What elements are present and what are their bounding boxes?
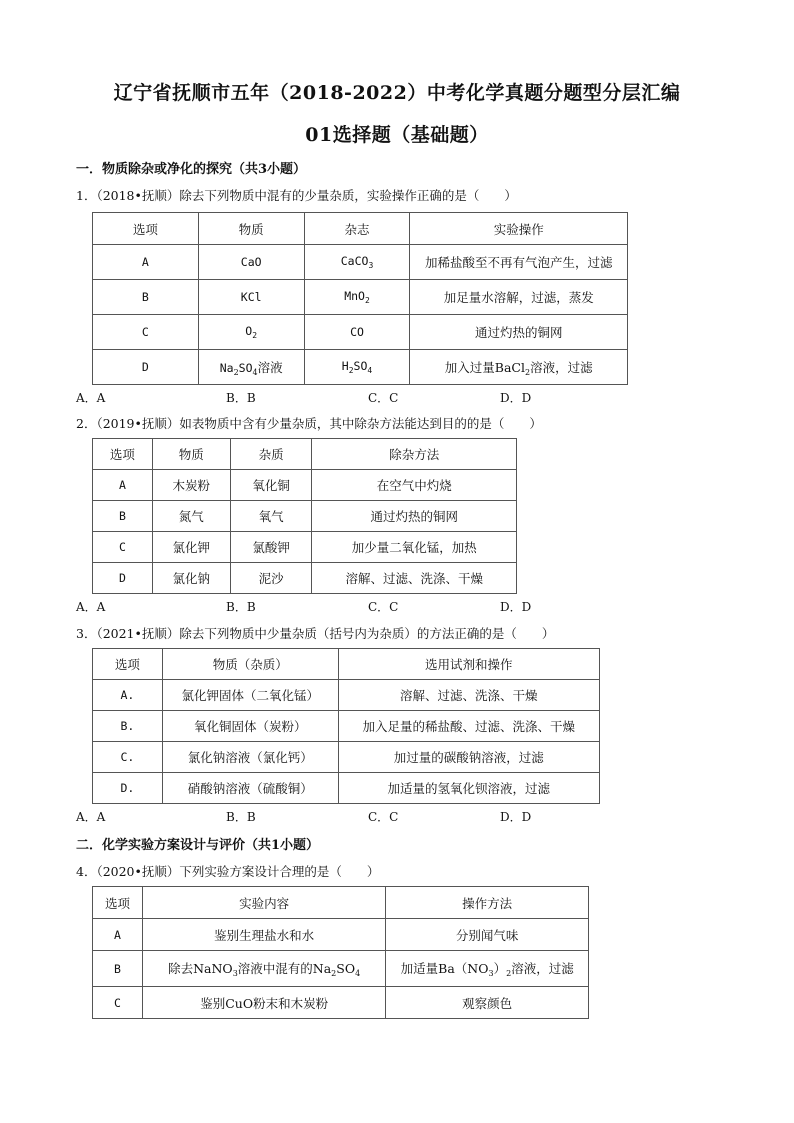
substance-cell: 氮气 (152, 501, 230, 532)
operation-cell: 通过灼热的铜网 (410, 315, 628, 350)
option-letter-cell: D (93, 563, 153, 594)
table-header-row (93, 439, 517, 470)
table-header-cell: 选项 (93, 649, 163, 680)
formula-subscript: 3 (232, 969, 238, 978)
formula-text: SO (238, 360, 253, 375)
answer-option-a[interactable]: A．A (76, 391, 106, 405)
table-row (93, 280, 628, 315)
substance-cell: 氯化钠溶液（氯化钙） (162, 742, 338, 773)
answer-option-d[interactable]: D．D (500, 600, 532, 614)
formula-subscript: 2 (252, 331, 258, 340)
formula-subscript: 2 (506, 969, 512, 978)
method-text: 加适量Ba（NO (400, 961, 489, 976)
table-row (93, 350, 628, 385)
answer-option-c[interactable]: C．C (368, 600, 399, 614)
substance-cell: 氯化钾固体（二氧化锰） (162, 680, 338, 711)
method-text: ） (493, 961, 507, 976)
method-cell: 通过灼热的铜网 (312, 501, 517, 532)
table-row (93, 470, 517, 501)
table-header-row (93, 649, 600, 680)
table-header-cell: 除杂方法 (312, 439, 517, 470)
table-header-row (93, 887, 589, 919)
impurity-cell: CO (304, 315, 410, 350)
reagent-cell: 溶解、过滤、洗涤、干燥 (338, 680, 599, 711)
table-row (93, 951, 589, 987)
formula-subscript: 2 (331, 969, 337, 978)
method-cell (386, 951, 589, 987)
question-1-table (92, 212, 628, 385)
table-header-row (93, 213, 628, 245)
table-row (93, 773, 600, 804)
substance-cell: CaO (198, 245, 304, 280)
formula-subscript: 2 (348, 366, 354, 375)
method-cell: 加少量二氧化锰，加热 (312, 532, 517, 563)
substance-cell: 硝酸钠溶液（硫酸铜） (162, 773, 338, 804)
operation-cell (410, 350, 628, 385)
table-header-cell: 杂质 (230, 439, 312, 470)
answer-option-a[interactable]: A．A (76, 810, 106, 824)
question-3-stem: 3．（2021•抚顺）除去下列物质中少量杂质（括号内为杂质）的方法正确的是（ ） (76, 626, 555, 641)
table-row (93, 919, 589, 951)
option-letter-cell: B (93, 280, 199, 315)
option-letter-cell: A (93, 470, 153, 501)
answer-option-d[interactable]: D．D (500, 810, 532, 824)
question-3-options (76, 808, 596, 824)
answer-option-a[interactable]: A．A (76, 600, 106, 614)
table-header-cell: 实验内容 (142, 887, 385, 919)
substance-suffix: 溶液 (257, 359, 283, 375)
formula-subscript: 4 (252, 367, 258, 377)
method-cell: 观察颜色 (386, 987, 589, 1019)
option-letter-cell: C (93, 532, 153, 563)
table-header-cell: 选项 (93, 439, 153, 470)
impurity-cell (304, 350, 410, 385)
answer-option-d[interactable]: D．D (500, 391, 532, 405)
table-row (93, 315, 628, 350)
section-heading-2: 二．化学实验方案设计与评价（共1小题） (76, 838, 320, 853)
table-header-cell: 物质（杂质） (162, 649, 338, 680)
content-text: SO (336, 961, 356, 976)
impurity-cell: 氧气 (230, 501, 312, 532)
method-cell: 溶解、过滤、洗涤、干燥 (312, 563, 517, 594)
formula-text: SO (353, 359, 368, 373)
content-cell (142, 951, 385, 987)
formula-text: CaCO (340, 254, 369, 268)
method-cell: 分别闻气味 (386, 919, 589, 951)
question-2-table (92, 438, 517, 594)
content-cell: 鉴别CuO粉末和木炭粉 (142, 987, 385, 1019)
answer-option-c[interactable]: C．C (368, 391, 399, 405)
section-heading-1: 一．物质除杂或净化的探究（共3小题） (76, 162, 307, 177)
substance-cell: 氯化钠 (152, 563, 230, 594)
impurity-cell (304, 245, 410, 280)
question-1-stem: 1．（2018•抚顺）除去下列物质中混有的少量杂质，实验操作正确的是（ ） (76, 188, 517, 203)
impurity-cell: 泥沙 (230, 563, 312, 594)
reagent-cell: 加入足量的稀盐酸、过滤、洗涤、干燥 (338, 711, 599, 742)
formula-text: H (341, 359, 349, 373)
table-row (93, 532, 517, 563)
table-header-cell: 选项 (93, 887, 143, 919)
operation-cell: 加足量水溶解，过滤，蒸发 (410, 280, 628, 315)
table-row (93, 501, 517, 532)
formula-subscript: 3 (368, 261, 374, 270)
table-row (93, 742, 600, 773)
formula-subscript: 4 (355, 969, 361, 978)
option-letter-cell: B (93, 501, 153, 532)
table-row (93, 563, 517, 594)
question-2-options (76, 598, 596, 614)
option-letter-cell: C. (93, 742, 163, 773)
answer-option-b[interactable]: B．B (226, 600, 256, 614)
formula-subscript: 3 (488, 969, 494, 978)
formula-subscript: 2 (233, 367, 239, 377)
impurity-cell: 氯酸钾 (230, 532, 312, 563)
question-1-options (76, 389, 596, 405)
content-cell: 鉴别生理盐水和水 (142, 919, 385, 951)
document-title: 辽宁省抚顺市五年（2018-2022）中考化学真题分题型分层汇编 (113, 82, 681, 104)
table-header-cell: 实验操作 (410, 213, 628, 245)
document-subtitle: 01选择题（基础题） (305, 124, 489, 146)
formula-subscript: 4 (367, 366, 373, 375)
question-4-stem: 4．（2020•抚顺）下列实验方案设计合理的是（ ） (76, 864, 380, 879)
method-text: 溶液，过滤 (511, 961, 574, 976)
option-letter-cell: B (93, 951, 143, 987)
option-letter-cell: D (93, 350, 199, 385)
content-text: 除去NaNO (168, 961, 233, 976)
table-row (93, 680, 600, 711)
answer-option-b[interactable]: B．B (226, 810, 256, 824)
question-2-stem: 2．（2019•抚顺）如表物质中含有少量杂质，其中除杂方法能达到目的的是（ ） (76, 416, 542, 431)
answer-option-b[interactable]: B．B (226, 391, 256, 405)
option-letter-cell: C (93, 987, 143, 1019)
substance-cell: KCl (198, 280, 304, 315)
question-4-table (92, 886, 589, 1019)
reagent-cell: 加适量的氢氧化钡溶液，过滤 (338, 773, 599, 804)
option-letter-cell: C (93, 315, 199, 350)
substance-cell: 氯化钾 (152, 532, 230, 563)
reagent-cell: 加过量的碳酸钠溶液，过滤 (338, 742, 599, 773)
substance-cell: 氧化铜固体（炭粉） (162, 711, 338, 742)
table-header-cell: 物质 (152, 439, 230, 470)
formula-text: O (245, 324, 253, 338)
substance-cell (198, 350, 304, 385)
answer-option-c[interactable]: C．C (368, 810, 399, 824)
method-cell: 在空气中灼烧 (312, 470, 517, 501)
table-header-cell: 杂志 (304, 213, 410, 245)
formula-text: Na (219, 360, 234, 375)
table-header-cell: 操作方法 (386, 887, 589, 919)
impurity-cell: 氧化铜 (230, 470, 312, 501)
option-letter-cell: B. (93, 711, 163, 742)
option-letter-cell: D. (93, 773, 163, 804)
option-letter-cell: A (93, 245, 199, 280)
question-3-table (92, 648, 600, 804)
substance-cell: 木炭粉 (152, 470, 230, 501)
formula-subscript: 2 (525, 367, 531, 377)
table-header-cell: 选项 (93, 213, 199, 245)
option-letter-cell: A (93, 919, 143, 951)
table-header-cell: 选用试剂和操作 (338, 649, 599, 680)
table-row (93, 987, 589, 1019)
option-letter-cell: A. (93, 680, 163, 711)
impurity-cell (304, 280, 410, 315)
operation-cell: 加稀盐酸至不再有气泡产生，过滤 (410, 245, 628, 280)
content-text: 溶液中混有的Na (237, 961, 332, 976)
table-row (93, 711, 600, 742)
formula-text: MnO (344, 289, 365, 303)
table-header-cell: 物质 (198, 213, 304, 245)
operation-text: 加入过量BaCl (444, 359, 525, 375)
operation-text: 溶液，过滤 (530, 359, 593, 375)
formula-subscript: 2 (364, 296, 370, 305)
table-row (93, 245, 628, 280)
substance-cell (198, 315, 304, 350)
